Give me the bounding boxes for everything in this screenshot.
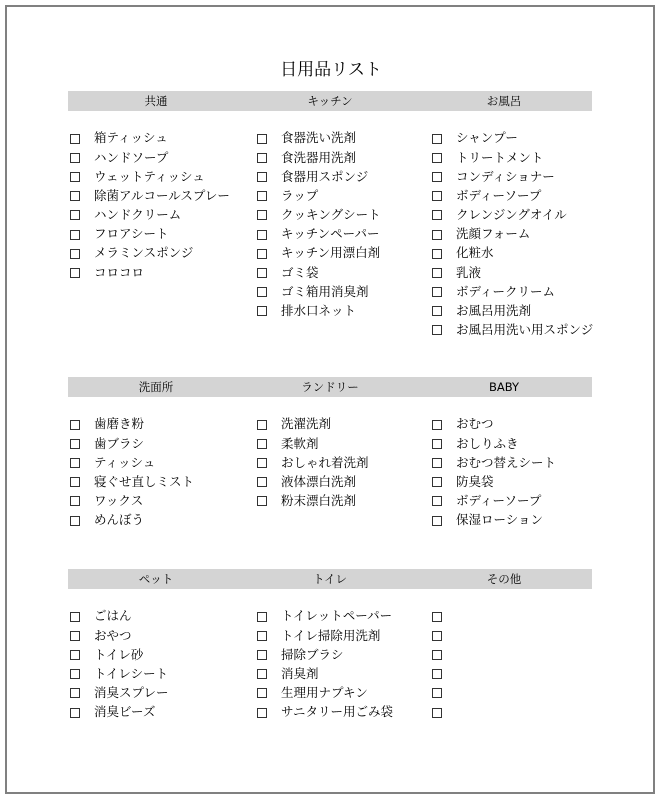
checkbox[interactable]	[70, 669, 80, 679]
checklist-item-label: ラップ	[281, 187, 319, 203]
page-title: 日用品リスト	[280, 60, 382, 80]
checklist-item[interactable]	[257, 225, 381, 244]
checklist-item-label: コンディショナー	[456, 168, 555, 184]
checklist-item-label: 乳液	[456, 264, 482, 280]
checkbox[interactable]	[257, 688, 267, 698]
checkbox[interactable]	[432, 306, 442, 316]
checklist-item[interactable]	[257, 415, 369, 434]
checklist-item-label: 洗顔フォーム	[456, 226, 531, 242]
checkbox[interactable]	[432, 249, 442, 259]
checklist-item[interactable]	[432, 684, 456, 703]
checklist-column	[257, 415, 369, 511]
checklist-item-label: 粉末漂白洗剤	[281, 493, 357, 509]
category-title: 洗面所	[138, 380, 174, 394]
checkbox[interactable]	[70, 210, 80, 220]
checkbox[interactable]	[432, 420, 442, 430]
checklist-item[interactable]	[432, 453, 556, 472]
checklist-item-label: キッチンペーパー	[281, 226, 380, 242]
checklist-item[interactable]	[432, 167, 593, 186]
checklist-item-label: めんぼう	[94, 512, 145, 528]
checklist-item[interactable]	[432, 302, 593, 321]
checklist-item[interactable]	[70, 415, 194, 434]
checkbox[interactable]	[257, 153, 267, 163]
checklist-item-label: ハンドクリーム	[94, 207, 182, 223]
checklist-item[interactable]	[70, 206, 230, 225]
checklist-item-label: 保湿ローション	[456, 512, 544, 528]
checkbox[interactable]	[257, 631, 267, 641]
checklist-item[interactable]	[432, 492, 556, 511]
checklist-item[interactable]	[432, 129, 593, 148]
checklist-item[interactable]	[432, 283, 593, 302]
checkbox[interactable]	[432, 172, 442, 182]
checkbox[interactable]	[70, 153, 80, 163]
category-title: 共通	[144, 94, 168, 108]
checkbox[interactable]	[432, 612, 442, 622]
checkbox[interactable]	[70, 268, 80, 278]
checklist-item[interactable]	[257, 244, 381, 263]
checklist-item-label: トイレシート	[94, 665, 169, 681]
checkbox[interactable]	[257, 287, 267, 297]
checklist-item[interactable]	[70, 244, 230, 263]
checkbox[interactable]	[432, 287, 442, 297]
checklist-item[interactable]	[432, 148, 593, 167]
checkbox[interactable]	[432, 230, 442, 240]
checkbox[interactable]	[432, 669, 442, 679]
checkbox[interactable]	[432, 496, 442, 506]
checkbox[interactable]	[257, 306, 267, 316]
checkbox[interactable]	[432, 210, 442, 220]
checklist-item[interactable]	[70, 148, 230, 167]
checklist-item[interactable]	[257, 453, 369, 472]
checklist-item[interactable]	[70, 473, 194, 492]
checklist-item[interactable]	[432, 434, 556, 453]
checklist-item[interactable]	[432, 225, 593, 244]
checkbox[interactable]	[70, 420, 80, 430]
checkbox[interactable]	[257, 496, 267, 506]
checklist-item-label: 消臭ビーズ	[94, 704, 156, 720]
checklist-item-label: メラミンスポンジ	[94, 245, 194, 261]
checklist-item[interactable]	[257, 607, 393, 626]
checkbox[interactable]	[432, 688, 442, 698]
checkbox[interactable]	[70, 458, 80, 468]
checklist-item[interactable]	[257, 645, 393, 664]
checklist-item-label: ごはん	[94, 608, 132, 624]
checklist-item-label: 排水口ネット	[281, 303, 357, 319]
checklist-item-label: ボディークリーム	[456, 283, 556, 299]
checkbox[interactable]	[257, 134, 267, 144]
checklist-item[interactable]	[70, 453, 194, 472]
checklist-item-label: おむつ	[456, 416, 494, 432]
checklist-item-label: クレンジングオイル	[456, 207, 567, 223]
checkbox[interactable]	[70, 191, 80, 201]
checklist-item[interactable]	[70, 263, 230, 282]
checkbox[interactable]	[432, 708, 442, 718]
checkbox[interactable]	[70, 249, 80, 259]
checkbox[interactable]	[70, 134, 80, 144]
checklist-item[interactable]	[432, 473, 556, 492]
checklist-item[interactable]	[432, 263, 593, 282]
checkbox[interactable]	[257, 249, 267, 259]
checkbox[interactable]	[257, 420, 267, 430]
checklist-item-label: シャンプー	[456, 130, 518, 146]
checkbox[interactable]	[257, 268, 267, 278]
checklist-item[interactable]	[257, 302, 381, 321]
checklist-item-label: コロコロ	[94, 264, 145, 280]
category-title: ペット	[138, 572, 174, 586]
checklist-item-label: おやつ	[94, 627, 132, 643]
checkbox[interactable]	[70, 230, 80, 240]
checklist-item-label: ウェットティッシュ	[94, 168, 205, 184]
checklist-item-label: 食洗器用洗剤	[281, 149, 357, 165]
checklist-item[interactable]	[70, 665, 169, 684]
checklist-item[interactable]	[432, 703, 456, 722]
checklist-item[interactable]	[70, 492, 194, 511]
checklist-column	[257, 607, 393, 722]
checkbox[interactable]	[257, 708, 267, 718]
checkbox[interactable]	[432, 477, 442, 487]
checklist-item-label: ティッシュ	[94, 454, 156, 470]
category-title: お風呂	[486, 94, 522, 108]
checklist-item-label: ボディーソープ	[456, 493, 542, 509]
checkbox[interactable]	[70, 631, 80, 641]
checklist-item[interactable]	[70, 511, 194, 530]
checklist-item[interactable]	[257, 665, 393, 684]
checklist-item[interactable]	[432, 665, 456, 684]
checklist-item-label: お風呂用洗剤	[456, 303, 532, 319]
checklist-item-label: ゴミ袋	[281, 264, 319, 280]
checklist-item-label: キッチン用漂白剤	[281, 245, 381, 261]
checklist-item[interactable]	[70, 607, 169, 626]
checklist-item[interactable]	[70, 187, 230, 206]
checkbox[interactable]	[70, 650, 80, 660]
checklist-item-label: 消臭スプレー	[94, 685, 169, 701]
checklist-item[interactable]	[257, 263, 381, 282]
checklist-item[interactable]	[432, 607, 456, 626]
checklist-item[interactable]	[432, 645, 456, 664]
checkbox[interactable]	[257, 230, 267, 240]
checklist-item-label: ワックス	[94, 493, 144, 509]
checkbox[interactable]	[70, 477, 80, 487]
checkbox[interactable]	[432, 153, 442, 163]
checklist-item[interactable]	[257, 473, 369, 492]
checkbox[interactable]	[257, 172, 267, 182]
checkbox[interactable]	[70, 172, 80, 182]
checkbox[interactable]	[257, 191, 267, 201]
checklist-item[interactable]	[257, 148, 381, 167]
checkbox[interactable]	[432, 325, 442, 335]
checklist-item[interactable]	[432, 321, 593, 340]
checklist-item-label: 食器用スポンジ	[281, 168, 369, 184]
checklist-column	[432, 415, 556, 530]
checkbox[interactable]	[70, 439, 80, 449]
checklist-item[interactable]	[70, 684, 169, 703]
checklist-item-label: ゴミ箱用消臭剤	[281, 283, 369, 299]
checkbox[interactable]	[432, 650, 442, 660]
checklist-column	[432, 129, 593, 340]
checklist-item-label: ボディーソープ	[456, 187, 542, 203]
checklist-item-label: 防臭袋	[456, 473, 494, 489]
checklist-item-label: お風呂用洗い用スポンジ	[456, 322, 594, 338]
category-title: BABY	[488, 380, 520, 394]
checklist-column	[70, 129, 230, 283]
checklist-item[interactable]	[257, 283, 381, 302]
checklist-item[interactable]	[432, 244, 593, 263]
checklist-item[interactable]	[257, 129, 381, 148]
checkbox[interactable]	[432, 191, 442, 201]
checklist-item-label: 歯ブラシ	[94, 435, 145, 451]
checklist-item-label: トイレ砂	[94, 646, 144, 662]
category-title: その他	[486, 572, 522, 586]
checklist-item[interactable]	[257, 703, 393, 722]
checkbox[interactable]	[257, 612, 267, 622]
checklist-item-label: 食器洗い洗剤	[281, 130, 357, 146]
checklist-item[interactable]	[257, 434, 369, 453]
category-title: ランドリー	[301, 380, 359, 394]
category-title: トイレ	[313, 572, 347, 586]
checklist-item-label: クッキングシート	[281, 207, 381, 223]
checklist-item[interactable]	[70, 129, 230, 148]
checkbox[interactable]	[70, 612, 80, 622]
checklist-item-label: 箱ティッシュ	[94, 130, 168, 146]
checklist-item[interactable]	[257, 167, 381, 186]
checklist-item[interactable]	[257, 187, 381, 206]
checklist-item[interactable]	[432, 187, 593, 206]
checkbox[interactable]	[257, 458, 267, 468]
checklist-item-label: おしりふき	[456, 435, 519, 451]
checkbox[interactable]	[432, 516, 442, 526]
checklist-item-label: ハンドソープ	[94, 149, 169, 165]
checklist-item-label: トイレットペーパー	[281, 608, 393, 624]
checklist-item-label: 液体漂白洗剤	[281, 473, 357, 489]
checkbox[interactable]	[432, 631, 442, 641]
checklist-item-label: 洗濯洗剤	[281, 416, 332, 432]
checkbox[interactable]	[257, 669, 267, 679]
checklist-column	[70, 607, 169, 722]
checkbox[interactable]	[70, 496, 80, 506]
checklist-item[interactable]	[70, 703, 169, 722]
checklist-item-label: 生理用ナプキン	[281, 685, 368, 701]
checklist-item[interactable]	[432, 415, 556, 434]
checklist-item-label: トリートメント	[456, 149, 544, 165]
checklist-item[interactable]	[70, 645, 169, 664]
checklist-item-label: おしゃれ着洗剤	[281, 454, 369, 470]
checklist-item[interactable]	[432, 511, 556, 530]
checklist-item-label: 消臭剤	[281, 665, 319, 681]
checklist-item-label: 歯磨き粉	[94, 416, 145, 432]
checkbox[interactable]	[257, 439, 267, 449]
checklist-item-label: トイレ掃除用洗剤	[281, 627, 381, 643]
checklist-item[interactable]	[70, 434, 194, 453]
checkbox[interactable]	[257, 650, 267, 660]
checklist-item-label: 柔軟剤	[281, 435, 319, 451]
checklist-item-label: 掃除ブラシ	[281, 646, 344, 662]
checkbox[interactable]	[70, 688, 80, 698]
checklist-item-label: フロアシート	[94, 226, 169, 242]
checkbox[interactable]	[432, 458, 442, 468]
checklist-item[interactable]	[70, 167, 230, 186]
checklist-item[interactable]	[70, 626, 169, 645]
checklist-column	[432, 607, 456, 722]
checkbox[interactable]	[432, 268, 442, 278]
checkbox[interactable]	[432, 134, 442, 144]
category-title: キッチン	[307, 94, 353, 108]
checkbox[interactable]	[70, 516, 80, 526]
checklist-item[interactable]	[70, 225, 230, 244]
checkbox[interactable]	[257, 210, 267, 220]
checklist-column	[257, 129, 381, 321]
checklist-item[interactable]	[432, 206, 593, 225]
checklist-item[interactable]	[257, 206, 381, 225]
checklist-item-label: 化粧水	[456, 245, 494, 261]
checkbox[interactable]	[257, 477, 267, 487]
checkbox[interactable]	[70, 708, 80, 718]
checklist-item[interactable]	[257, 492, 369, 511]
checklist-item-label: おむつ替えシート	[456, 454, 557, 470]
checklist-item[interactable]	[257, 684, 393, 703]
checklist-item[interactable]	[432, 626, 456, 645]
checklist-item-label: サニタリー用ごみ袋	[281, 704, 394, 720]
checklist-column	[70, 415, 194, 530]
checklist-item[interactable]	[257, 626, 393, 645]
checklist-item-label: 除菌アルコールスプレー	[94, 187, 230, 203]
checkbox[interactable]	[432, 439, 442, 449]
checklist-item-label: 寝ぐせ直しミスト	[94, 473, 195, 489]
